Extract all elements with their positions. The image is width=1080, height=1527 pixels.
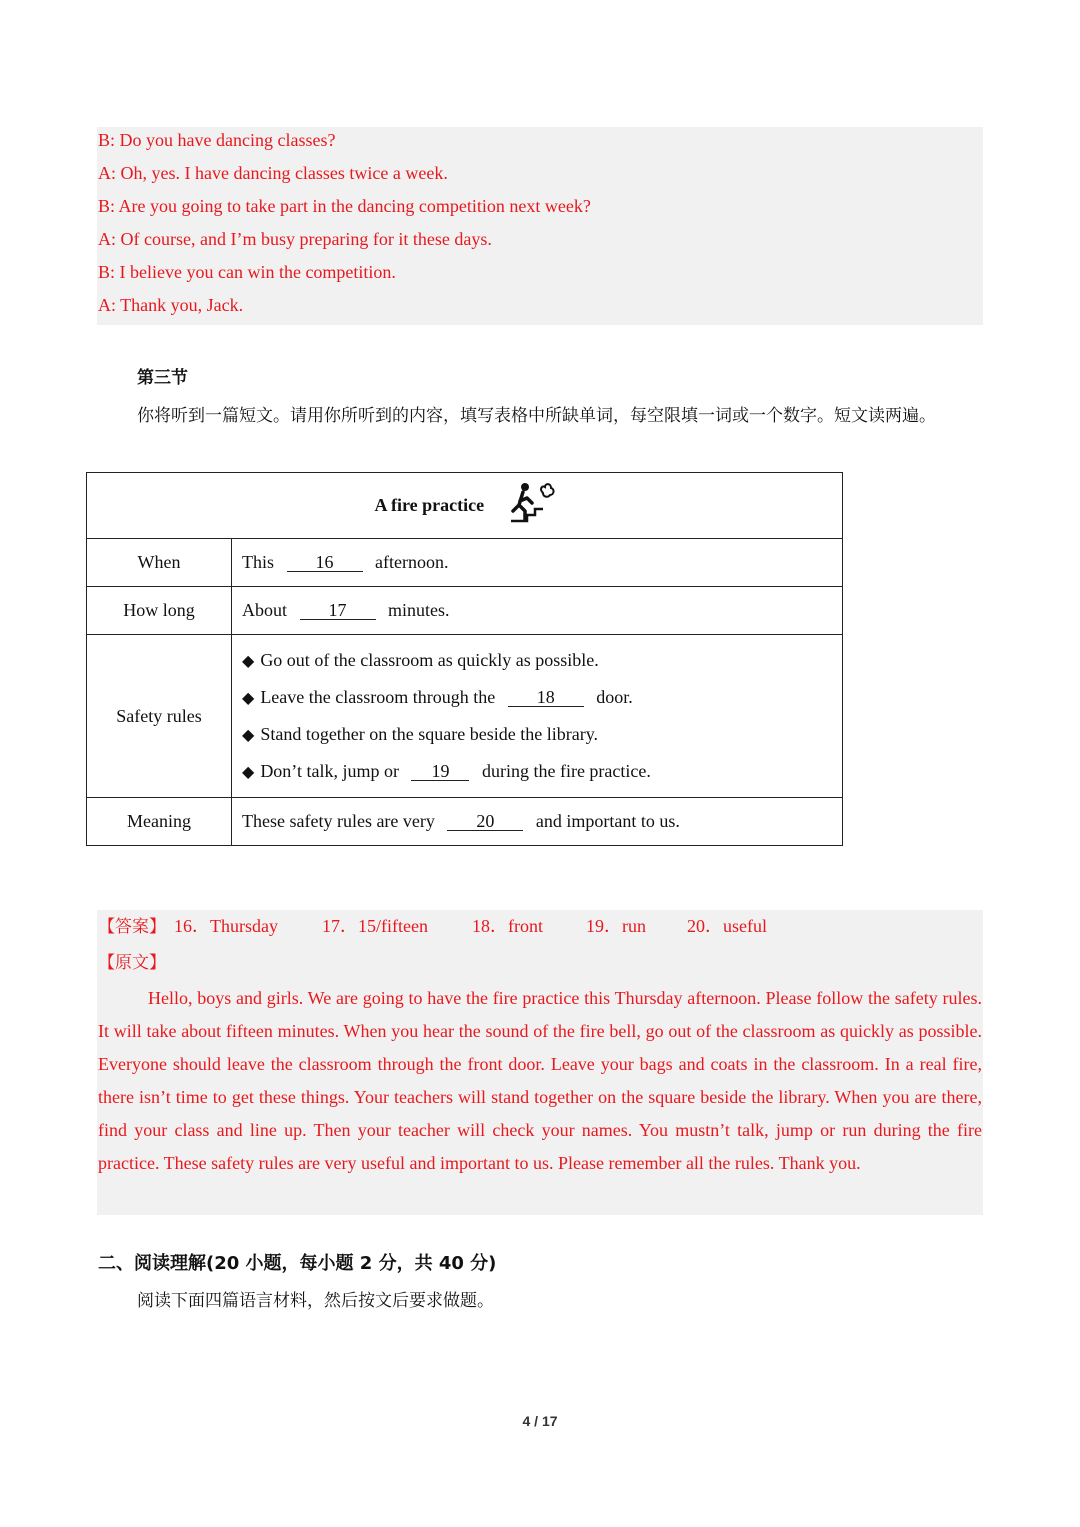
source-label: 【原文】 [98,953,166,973]
answer-item: 18．front [472,916,543,936]
row-label: Meaning [87,798,232,846]
dialogue-line: B: Are you going to take part in the dancing competition next week? [98,196,591,216]
rule-text: during the fire practice. [481,761,651,781]
table-row-meaning [87,798,843,846]
answer-item: 17．15/fifteen [322,916,428,936]
answer-item: 16．Thursday [174,916,278,936]
row-content [232,798,843,846]
row-label: When [87,539,232,587]
answer-blank: 19 [411,762,469,781]
answer-item: 19．run [586,916,646,936]
safety-rule [242,716,832,753]
page-number: 4 / 17 [522,1413,558,1429]
table-title-cell [87,473,843,539]
answer-blank: 16 [287,553,363,572]
row-text: minutes. [388,600,450,620]
row-text: and important to us. [535,811,680,831]
rule-text: Go out of the classroom as quickly as possible. [260,650,599,670]
dialogue-line: A: Oh, yes. I have dancing classes twice a week. [98,163,448,183]
answer-label: 【答案】 [98,917,166,937]
row-content [232,635,843,798]
fire-exit-running-man-icon [505,481,555,530]
rule-text: door. [596,687,633,707]
rule-text: Leave the classroom through the [260,687,496,707]
row-label: How long [87,587,232,635]
row-text: This [242,552,275,572]
table-row-when [87,539,843,587]
dialogue-line: A: Thank you, Jack. [98,295,244,315]
safety-rule [242,679,832,716]
row-content [232,539,843,587]
rule-text: Don’t talk, jump or [260,761,399,781]
fire-practice-table [86,472,843,846]
part2-title: 二、阅读理解(20 小题，每小题 2 分，共 40 分) [98,1253,497,1274]
rule-text: Stand together on the square beside the library. [260,724,599,744]
answer-blank: 18 [508,688,584,707]
section-title: 第三节 [137,368,188,388]
row-label: Safety rules [87,635,232,798]
diamond-bullet-icon: ◆ [242,653,255,670]
dialogue-line: B: Do you have dancing classes? [98,130,336,150]
safety-rule [242,642,832,679]
source-text: Hello, boys and girls. We are going to have the fire practice this Thursday afternoon. Please follow the safety rules. It will take about fifteen minutes. When you hear the sound of the fire bell, go out of the classroom as quickly as possible. Everyone should leave the classroom through the front door. Leave your bags and coats in the classroom. In a real fire, there isn’t time to get these things. Your teachers will stand together on the square beside the library. When you are there, find your class and line up. Then your teacher will check your names. You mustn’t talk, jump or run during the fire practice. These safety rules are very useful and important to us. Please remember all the rules. Thank you. [98,988,982,1173]
table-row-how-long [87,587,843,635]
row-text: About [242,600,287,620]
answer-blank: 17 [300,601,376,620]
diamond-bullet-icon: ◆ [242,764,255,781]
section-instruction: 你将听到一篇短文。请用你所听到的内容，填写表格中所缺单词，每空限填一词或一个数字。短文读两遍。 [137,406,936,426]
row-text: afternoon. [375,552,449,572]
part2-instruction: 阅读下面四篇语言材料，然后按文后要求做题。 [137,1291,494,1311]
dialogue-line: B: I believe you can win the competition. [98,262,396,282]
table-row-safety-rules [87,635,843,798]
diamond-bullet-icon: ◆ [242,690,255,707]
row-text: These safety rules are very [242,811,435,831]
safety-rule [242,753,832,790]
table-title: A fire practice [374,495,485,515]
row-content [232,587,843,635]
dialogue-line: A: Of course, and I’m busy preparing for it these days. [98,229,492,249]
answer-blank: 20 [447,812,523,831]
answer-item: 20．useful [687,916,767,936]
diamond-bullet-icon: ◆ [242,727,255,744]
